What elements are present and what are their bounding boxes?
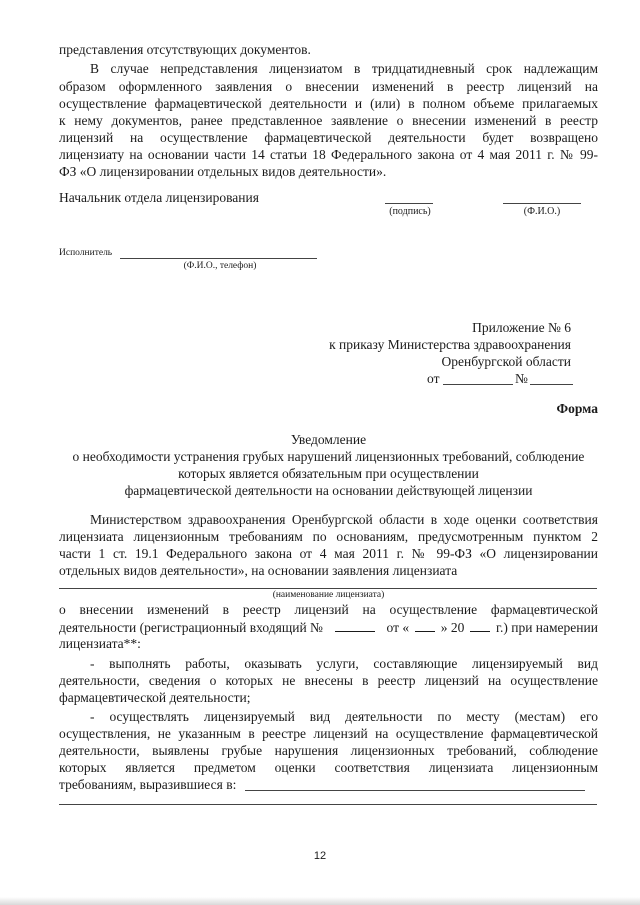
form-label: Форма: [556, 401, 598, 416]
text-line: представления отсутствующих документов.: [59, 42, 311, 57]
list-item-line: - выполнять работы, оказывать услуги, составляющие лицензируемый вид: [90, 656, 598, 671]
fio-caption: (Ф.И.О.): [523, 206, 561, 217]
licensee-name-line: [59, 588, 597, 589]
fio-line: [503, 203, 581, 204]
violations-line: [245, 790, 585, 791]
text-line: лицензий на осуществление фармацевтической деятельности будет возвращено: [59, 130, 598, 145]
signature-line: [385, 203, 433, 204]
date-year-blank: [470, 619, 490, 632]
text-line: лицензиата лицензионным требованиям по основаниям, предусмотренным пунктом 2: [59, 529, 598, 544]
text-line: лицензиату на основании части 14 статьи 18 Федерального закона от 4 мая 2011 г. № 99-: [59, 147, 598, 162]
list-item-line: требованиям, выразившиеся в:: [59, 777, 237, 792]
list-item-line: осуществления, не указанным в реестре лицензий на осуществление фармацевтической: [59, 726, 598, 741]
text-line: к нему документов, ранее представленное заявление о внесении изменений в реестр: [59, 113, 598, 128]
text-line: Министерством здравоохранения Оренбургской области в ходе оценки соответствия: [90, 512, 598, 527]
appendix-number-sign: №: [515, 371, 528, 386]
registration-line: [59, 619, 598, 636]
text-line: В случае непредставления лицензиатом в тридцатидневный срок надлежащим: [90, 61, 598, 76]
registration-number-blank: [335, 619, 375, 632]
text-line: о внесении изменений в реестр лицензий на осуществление фармацевтической: [59, 602, 598, 617]
notice-title: Уведомление: [290, 432, 367, 447]
list-item-line: деятельности, сведения о которых не внесены в реестр лицензий на осуществление: [59, 673, 598, 688]
appendix-order: к приказу Министерства здравоохранения: [329, 337, 571, 352]
appendix-region: Оренбургской области: [441, 354, 571, 369]
scan-edge: [0, 897, 640, 905]
text-line: ФЗ «О лицензировании отдельных видов деятельности».: [59, 164, 387, 179]
text-line: образом оформленного заявления о внесении изменений в реестр лицензий на: [59, 79, 598, 94]
head-of-department-label: Начальник отдела лицензирования: [59, 190, 259, 205]
appendix-from-label: от: [427, 371, 440, 386]
date-line: [443, 384, 513, 385]
date-year-prefix: » 20: [440, 620, 465, 635]
executor-line: [120, 258, 317, 259]
text-line: лицензиата**:: [59, 636, 141, 651]
text-line: отдельных видов деятельности», на основании заявления лицензиата: [59, 563, 458, 578]
appendix-number: Приложение № 6: [472, 320, 571, 335]
number-line: [530, 384, 573, 385]
executor-label: Исполнитель: [59, 248, 113, 258]
text-line: осуществление фармацевтической деятельности и (или) в полном объеме прилагаемых: [59, 96, 598, 111]
notice-subtitle-line: о необходимости устранения грубых нарушений лицензионных требований, соблюдение: [72, 449, 585, 464]
list-item-line: деятельности, выявлены грубые нарушения лицензионных требований, соблюдение: [59, 743, 598, 758]
list-item-line: - осуществлять лицензируемый вид деятельности по месту (местам) его: [90, 709, 598, 724]
registration-tail: г.) при намерении: [495, 620, 598, 635]
violations-line-2: [59, 804, 597, 805]
date-day-blank: [415, 619, 435, 632]
list-item-line: фармацевтической деятельности;: [59, 690, 251, 705]
executor-caption: (Ф.И.О., телефон): [183, 261, 257, 271]
list-item-line: которых является предметом оценки соответствия лицензиата лицензионным: [59, 760, 598, 775]
date-day-open: от «: [386, 620, 410, 635]
signature-caption: (подпись): [389, 206, 431, 217]
licensee-caption: (наименование лицензиата): [272, 590, 385, 600]
page-number: 12: [313, 850, 327, 862]
registration-text: деятельности (регистрационный входящий №: [59, 620, 323, 635]
notice-subtitle-line: фармацевтической деятельности на основании действующей лицензии: [124, 483, 533, 498]
text-line: части 1 ст. 19.1 Федерального закона от 4 мая 2011 г. № 99-ФЗ «О лицензировании: [59, 546, 598, 561]
notice-subtitle-line: которых является обязательным при осуществлении: [178, 466, 479, 481]
